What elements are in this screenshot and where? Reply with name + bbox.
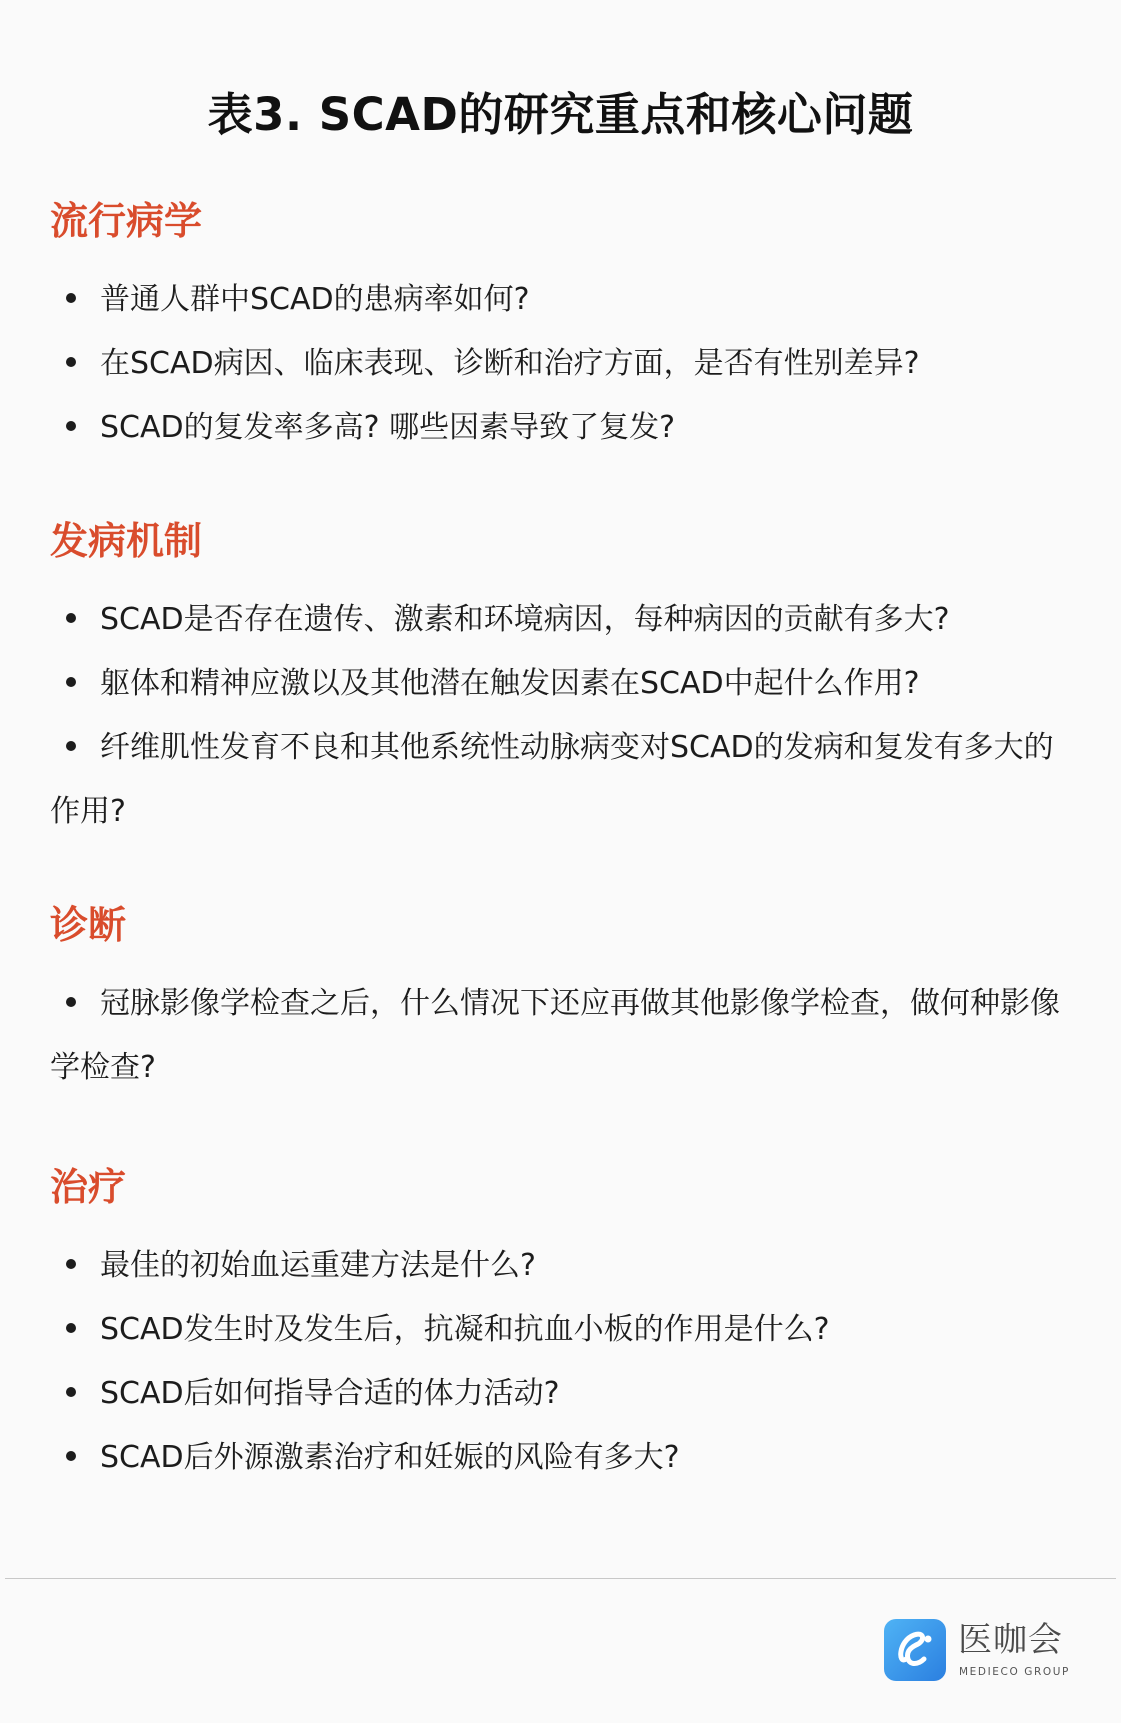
section-heading: 治疗 xyxy=(50,1165,127,1209)
bullet-dot-icon xyxy=(66,1259,76,1269)
page-title: 表3. SCAD的研究重点和核心问题 xyxy=(207,88,914,141)
bullet-dot-icon xyxy=(66,1387,76,1397)
bullet-dot-icon xyxy=(66,997,76,1007)
section-treatment xyxy=(50,1162,1060,1490)
section-heading: 流行病学 xyxy=(50,199,203,243)
list-item: 在SCAD病因、临床表现、诊断和治疗方面，是否有性别差异? xyxy=(50,332,1060,396)
list-item: SCAD发生时及发生后，抗凝和抗血小板的作用是什么? xyxy=(50,1298,1060,1362)
list-item: 普通人群中SCAD的患病率如何? xyxy=(50,268,1060,332)
section-heading: 发病机制 xyxy=(50,519,203,563)
medieco-logo-icon xyxy=(884,1619,946,1681)
list-item: 最佳的初始血运重建方法是什么? xyxy=(50,1234,1060,1298)
section-diagnosis xyxy=(50,900,1060,1100)
section-epidemiology xyxy=(50,196,1060,460)
bullet-dot-icon xyxy=(66,357,76,367)
list-item: 躯体和精神应激以及其他潜在触发因素在SCAD中起什么作用? xyxy=(50,652,1060,716)
list-item: SCAD后如何指导合适的体力活动? xyxy=(50,1362,1060,1426)
bullet-dot-icon xyxy=(66,677,76,687)
list-item: SCAD的复发率多高? 哪些因素导致了复发? xyxy=(50,396,1060,460)
list-item: 冠脉影像学检查之后，什么情况下还应再做其他影像学检查，做何种影像学检查? xyxy=(50,986,1060,1085)
bullet-dot-icon xyxy=(66,1323,76,1333)
list-item: SCAD后外源激素治疗和妊娠的风险有多大? xyxy=(50,1426,1060,1490)
section-pathogenesis xyxy=(50,516,1060,844)
bullet-dot-icon xyxy=(66,1451,76,1461)
bullet-dot-icon xyxy=(66,293,76,303)
bullet-dot-icon xyxy=(66,613,76,623)
footer-divider xyxy=(5,1578,1116,1579)
bullet-dot-icon xyxy=(66,741,76,751)
section-heading: 诊断 xyxy=(50,903,127,947)
list-item: 纤维肌性发育不良和其他系统性动脉病变对SCAD的发病和复发有多大的作用? xyxy=(50,730,1054,829)
list-item: SCAD是否存在遗传、激素和环境病因，每种病因的贡献有多大? xyxy=(50,588,1060,652)
medieco-logo xyxy=(884,1619,1074,1683)
logo-name-cn: 医咖会 xyxy=(958,1620,1063,1660)
logo-name-en: MEDIECO GROUP xyxy=(959,1666,1070,1678)
bullet-dot-icon xyxy=(66,421,76,431)
